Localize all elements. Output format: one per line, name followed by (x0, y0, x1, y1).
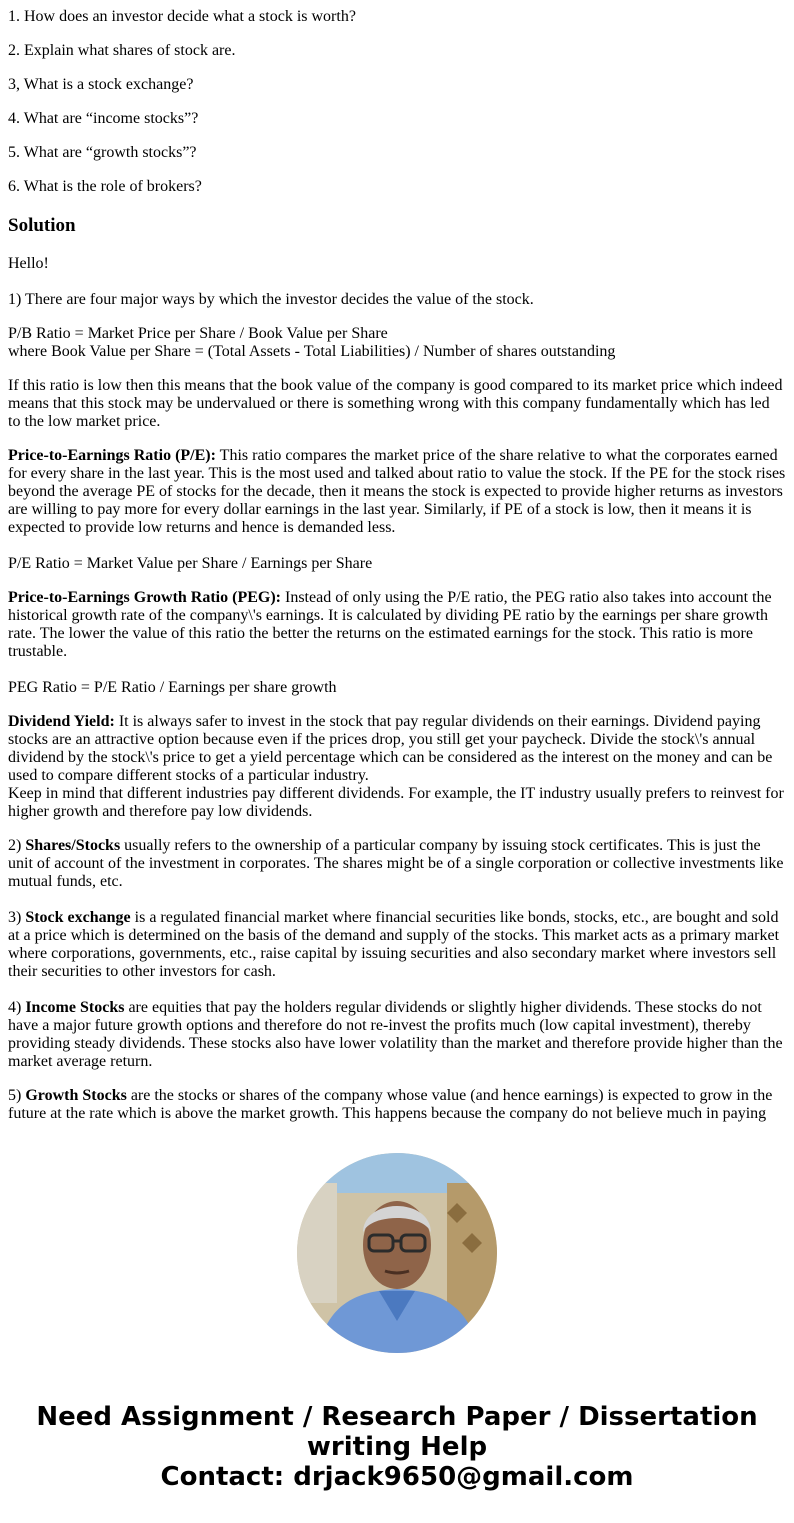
exchange-num: 3) (8, 909, 26, 926)
shares-paragraph (8, 837, 786, 891)
growth-text: are the stocks or shares of the company whose value (and hence earnings) is expected to grow in the future at the rate which is above the market growth. This happens because the company do not believe much in paying (8, 1087, 773, 1122)
income-title: Income Stocks (25, 999, 125, 1016)
pb-explanation: If this ratio is low then this means that the book value of the company is good compared to its market price which indeed means that this stock may be undervalued or there is something wrong with this company fundamentally which has led to the low market price. (8, 377, 783, 430)
promo-contact[interactable]: Contact: drjack9650@gmail.com (160, 1462, 634, 1492)
dividend-text: It is always safer to invest in the stock that pay regular dividends on their earnings. Dividend paying stocks are an attractive option because even if the prices drop, you still get your paycheck. Divide the stock\'s annual dividend by the stock\'s price to get a yield percentage which can be considered as the interest on the money and can be used to compare different stocks of a particular industry. (8, 713, 773, 784)
question-4: 4. What are “income stocks”? (8, 110, 199, 127)
question-1: 1. How does an investor decide what a stock is worth? (8, 8, 356, 25)
income-paragraph (8, 999, 786, 1071)
author-photo (297, 1153, 497, 1353)
shares-text: usually refers to the ownership of a particular company by issuing stock certificates. This is just the unit of account of the investment in corporates. The shares might be of a single corporation or collective investments like mutual funds, etc. (8, 837, 784, 890)
peg-formula: PEG Ratio = P/E Ratio / Earnings per share growth (8, 679, 337, 696)
pb-formula-line: P/B Ratio = Market Price per Share / Book Value per Share (8, 325, 388, 342)
solution-heading: Solution (8, 215, 76, 236)
question-5: 5. What are “growth stocks”? (8, 144, 197, 161)
dividend-paragraph (8, 713, 786, 821)
growth-title: Growth Stocks (25, 1087, 127, 1104)
promo-line-2: writing Help (306, 1432, 488, 1462)
intro-paragraph: 1) There are four major ways by which the investor decides the value of the stock. (8, 291, 534, 308)
pe-paragraph (8, 447, 786, 537)
income-text: are equities that pay the holders regular dividends or slightly higher dividends. These stocks do not have a major future growth options and therefore do not re-invest the profits much (low capital investment), thereby providing steady dividends. These stocks also have lower volatility than the market and therefore provide higher than the market average return. (8, 999, 783, 1070)
greeting: Hello! (8, 255, 49, 272)
growth-num: 5) (8, 1087, 26, 1104)
dividend-title: Dividend Yield: (8, 713, 115, 730)
exchange-text: is a regulated financial market where financial securities like bonds, stocks, etc., are bought and sold at a price which is determined on the basis of the demand and supply of the stocks. This market acts as a primary market where corporations, governments, etc., raise capital by issuing securities and also secondary market where investors sell their securities to other investors for cash. (8, 909, 780, 980)
pb-ratio-formula (8, 325, 786, 361)
pb-book-value-line: where Book Value per Share = (Total Assets - Total Liabilities) / Number of shares outstanding (8, 343, 616, 360)
dividend-note: Keep in mind that different industries pay different dividends. For example, the IT industry usually prefers to reinvest for higher growth and therefore pay low dividends. (8, 785, 784, 820)
shares-num: 2) (8, 837, 26, 854)
pe-text: This ratio compares the market price of the share relative to what the corporates earned for every share in the last year. This is the most used and talked about ratio to value the stock. If the PE for the stock rises beyond the average PE of stocks for the decade, then it means the stock is expected to provide higher returns as investors are willing to pay more for every dollar earnings in the last year. Similarly, if PE of a stock is low, then it means it is expected to provide low returns and hence is demanded less. (8, 447, 786, 536)
exchange-title: Stock exchange (25, 909, 131, 926)
dividend-main (8, 713, 786, 785)
peg-title: Price-to-Earnings Growth Ratio (PEG): (8, 589, 281, 606)
question-3: 3, What is a stock exchange? (8, 76, 194, 93)
growth-paragraph (8, 1087, 786, 1123)
peg-text: Instead of only using the P/E ratio, the PEG ratio also takes into account the historical growth rate of the company\'s earnings. It is calculated by dividing PE ratio by the earnings per share growth rate. The lower the value of this ratio the better the returns on the estimated earnings for the stock. This ratio is more trustable. (8, 589, 772, 660)
peg-paragraph (8, 589, 786, 661)
promo-line-1: Need Assignment / Research Paper / Dissertation (36, 1402, 758, 1432)
shares-title: Shares/Stocks (25, 837, 121, 854)
question-2: 2. Explain what shares of stock are. (8, 42, 236, 59)
author-avatar (297, 1153, 497, 1353)
question-6: 6. What is the role of brokers? (8, 178, 202, 195)
income-num: 4) (8, 999, 26, 1016)
promo-banner (0, 1402, 794, 1492)
pe-formula: P/E Ratio = Market Value per Share / Earnings per Share (8, 555, 373, 572)
exchange-paragraph (8, 909, 786, 981)
pe-title: Price-to-Earnings Ratio (P/E): (8, 447, 216, 464)
